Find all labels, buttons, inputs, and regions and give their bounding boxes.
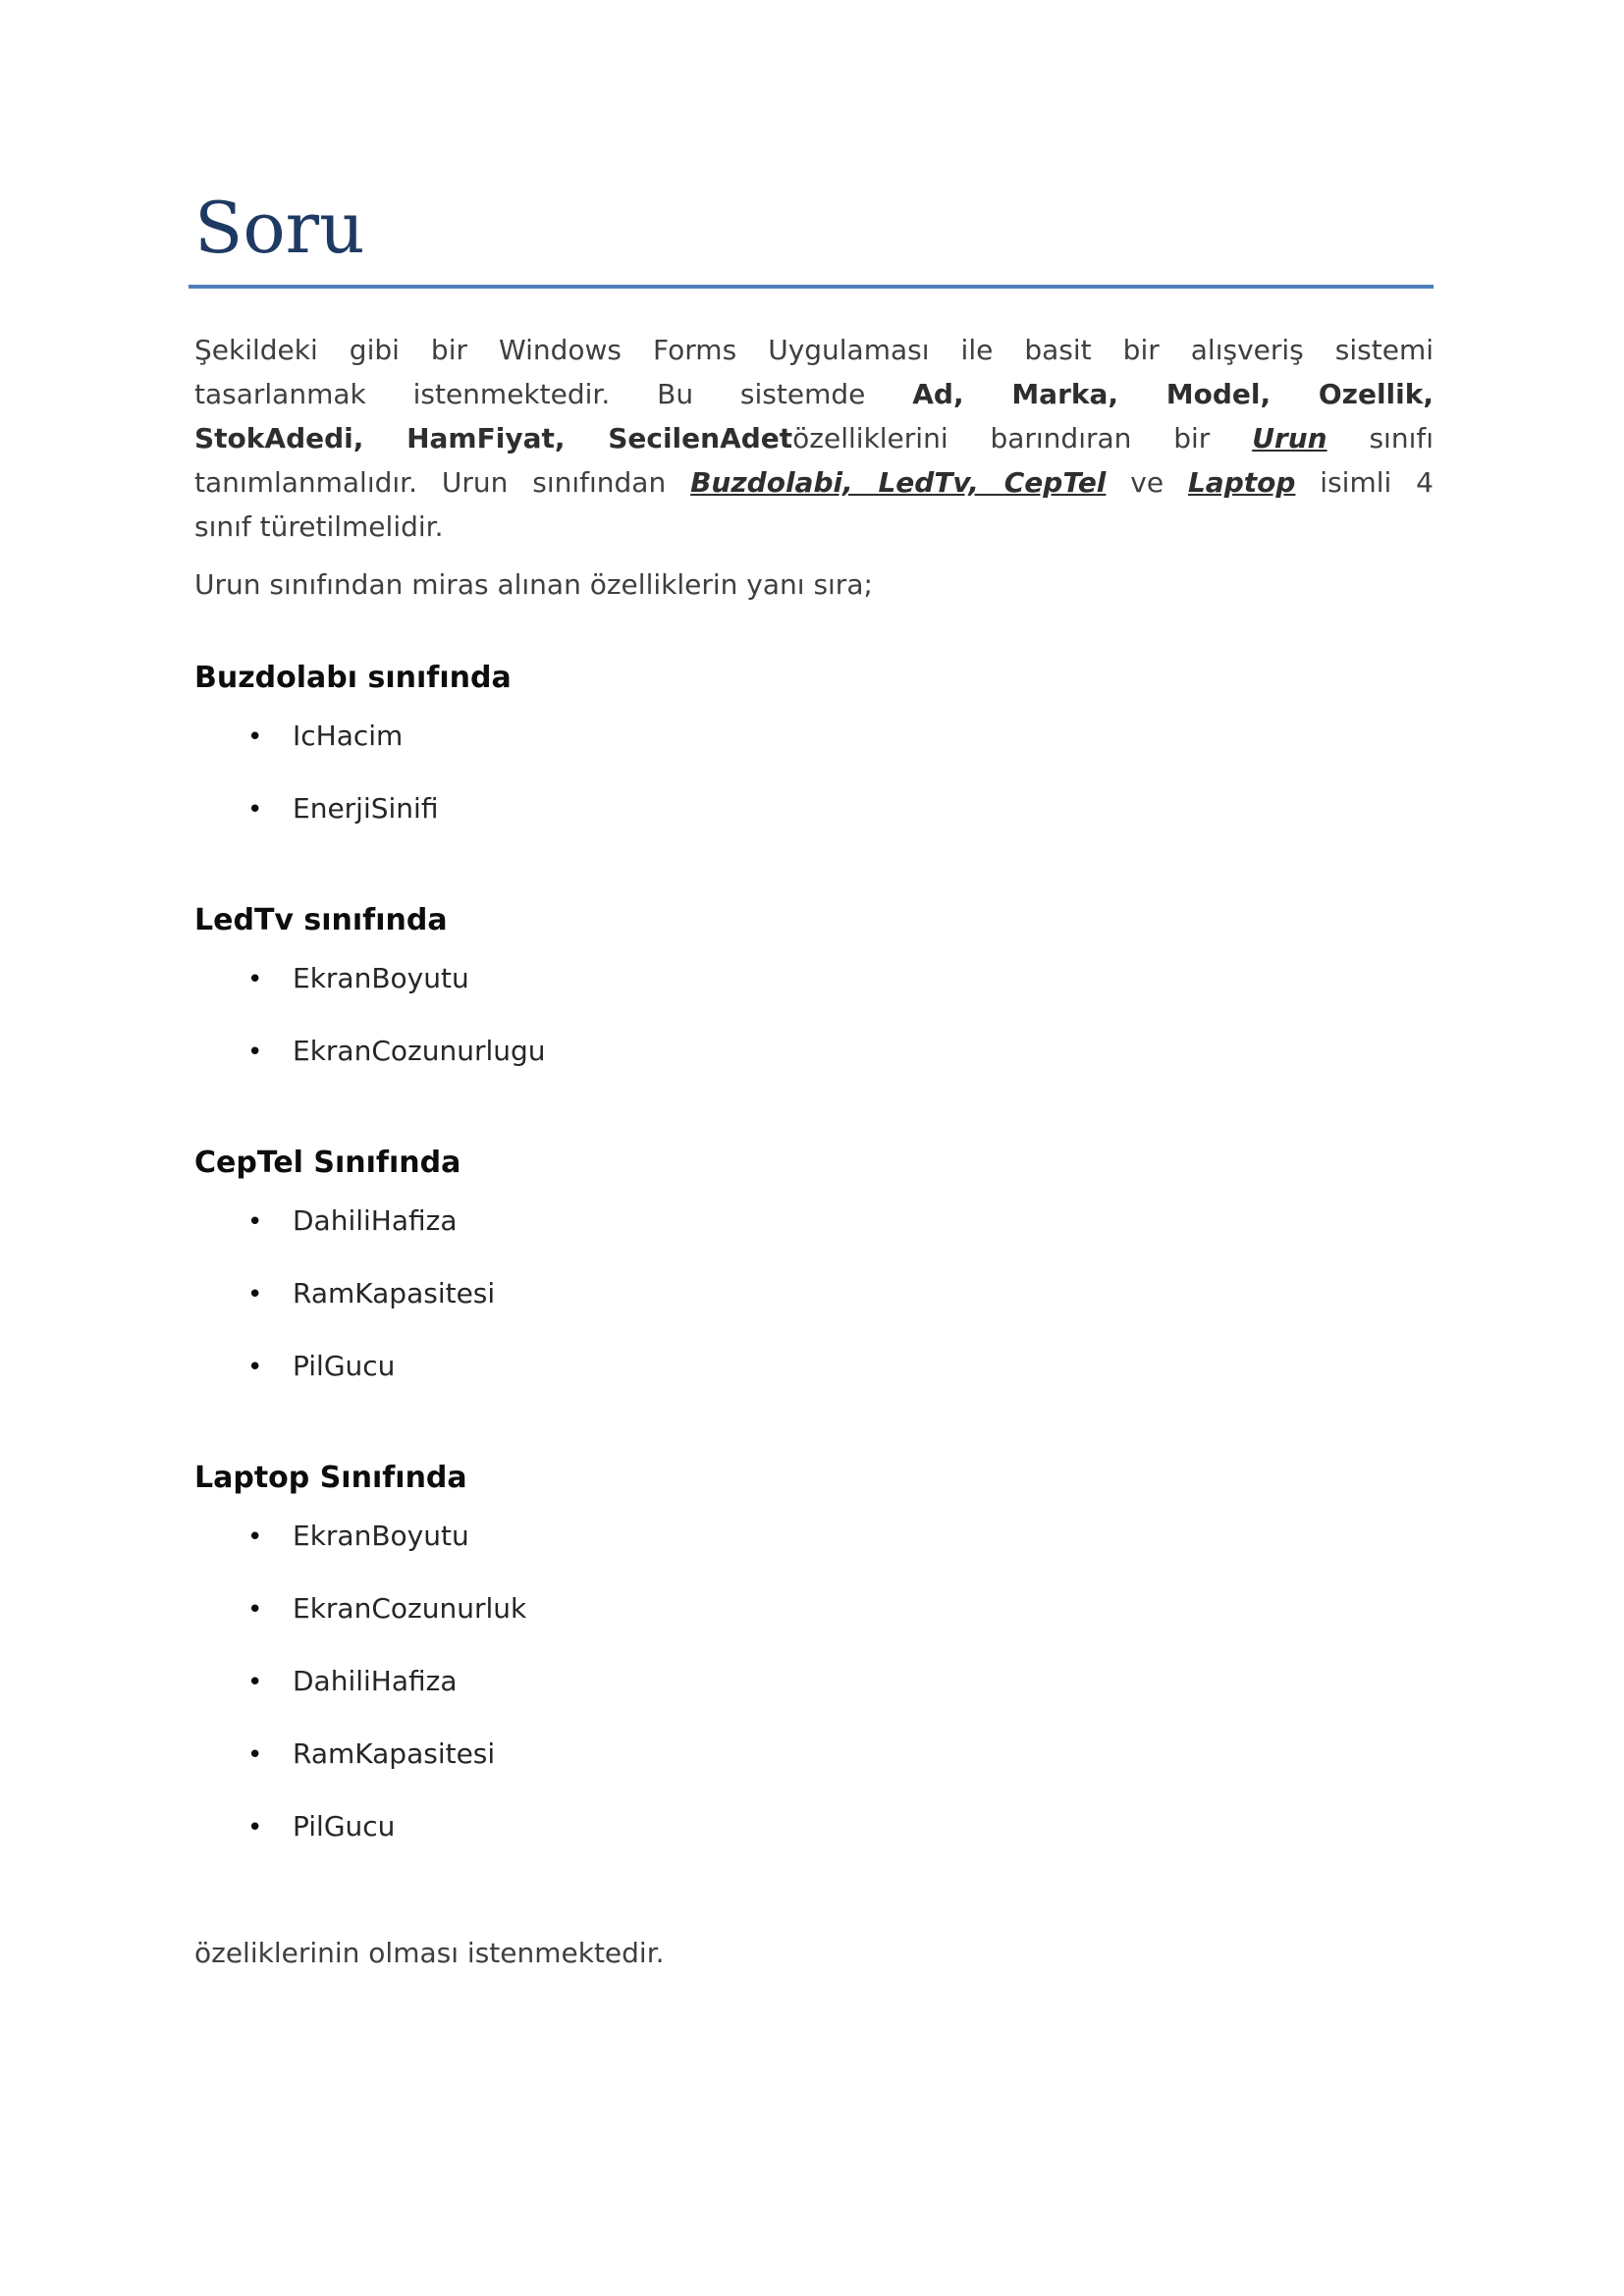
- outro-paragraph: özeliklerinin olması istenmektedir.: [194, 1937, 665, 1969]
- text-segment-emphasis: Buzdolabi, LedTv, CepTel: [690, 466, 1107, 499]
- bullet-label: DahiliHafiza: [293, 1204, 458, 1237]
- inheritance-note: Urun sınıfından miras alınan özelliklerin yanı sıra;: [194, 568, 873, 601]
- bullet-label: EkranCozunurluk: [293, 1592, 527, 1625]
- bullet-dot: •: [247, 1595, 263, 1625]
- bullet-dot: •: [247, 1353, 263, 1382]
- paragraph-line: [194, 372, 1434, 416]
- bullet-dot: •: [247, 1280, 263, 1309]
- bullet-label: EkranCozunurlugu: [293, 1035, 546, 1067]
- bullet-label: IcHacim: [293, 720, 404, 752]
- paragraph-line: [194, 328, 1434, 372]
- bullet-list-buzdolabi: [194, 714, 1434, 832]
- section-heading-ceptel: CepTel Sınıfında: [194, 1146, 461, 1180]
- bullet-item: [194, 786, 1434, 832]
- bullet-dot: •: [247, 965, 263, 994]
- bullet-item: [194, 1029, 1434, 1075]
- bullet-dot: •: [247, 1522, 263, 1552]
- text-segment-bold: Ad, Marka, Model, Ozellik,: [912, 378, 1434, 410]
- bullet-dot: •: [247, 1038, 263, 1067]
- page-title: Soru: [194, 187, 365, 269]
- bullet-dot: •: [247, 1740, 263, 1770]
- bullet-item: [194, 714, 1434, 760]
- bullet-list-laptop: [194, 1514, 1434, 1850]
- bullet-item: [194, 1732, 1434, 1778]
- bullet-item: [194, 1344, 1434, 1390]
- bullet-item: [194, 1659, 1434, 1705]
- bullet-label: EkranBoyutu: [293, 1520, 469, 1552]
- bullet-label: EkranBoyutu: [293, 962, 469, 994]
- title-rule: [189, 285, 1434, 289]
- bullet-label: PilGucu: [293, 1810, 396, 1842]
- bullet-item: [194, 1199, 1434, 1245]
- bullet-dot: •: [247, 1207, 263, 1237]
- text-segment: özelliklerini barındıran bir: [792, 422, 1253, 454]
- text-segment: tanımlanmalıdır. Urun sınıfından: [194, 466, 691, 499]
- intro-paragraph: [194, 328, 1434, 549]
- bullet-label: RamKapasitesi: [293, 1737, 496, 1770]
- bullet-list-ledtv: [194, 956, 1434, 1075]
- text-segment: sınıfı: [1326, 422, 1434, 454]
- section-heading-laptop: Laptop Sınıfında: [194, 1461, 467, 1495]
- paragraph-line: [194, 416, 1434, 460]
- paragraph-line: [194, 460, 1434, 505]
- text-segment: sınıf türetilmelidir.: [194, 510, 444, 543]
- bullet-label: DahiliHafiza: [293, 1665, 458, 1697]
- section-heading-buzdolabi: Buzdolabı sınıfında: [194, 661, 512, 695]
- section-heading-ledtv: LedTv sınıfında: [194, 903, 448, 937]
- text-segment-emphasis: Urun: [1252, 422, 1327, 454]
- bullet-item: [194, 1514, 1434, 1560]
- text-segment: Şekildeki gibi bir Windows Forms Uygulaması ile basit bir alışveriş sistemi: [194, 334, 1434, 366]
- paragraph-line: [194, 505, 1434, 549]
- bullet-list-ceptel: [194, 1199, 1434, 1390]
- text-segment-bold: StokAdedi, HamFiyat, SecilenAdet: [194, 422, 793, 454]
- bullet-dot: •: [247, 795, 263, 825]
- bullet-dot: •: [247, 1813, 263, 1842]
- bullet-label: EnerjiSinifi: [293, 792, 439, 825]
- bullet-item: [194, 1804, 1434, 1850]
- bullet-dot: •: [247, 1668, 263, 1697]
- bullet-item: [194, 956, 1434, 1002]
- text-segment: ve: [1106, 466, 1188, 499]
- bullet-item: [194, 1271, 1434, 1317]
- bullet-dot: •: [247, 722, 263, 752]
- bullet-item: [194, 1586, 1434, 1632]
- text-segment: isimli 4: [1295, 466, 1434, 499]
- text-segment: tasarlanmak istenmektedir. Bu sistemde: [194, 378, 913, 410]
- bullet-label: RamKapasitesi: [293, 1277, 496, 1309]
- bullet-label: PilGucu: [293, 1350, 396, 1382]
- text-segment-emphasis: Laptop: [1187, 466, 1296, 499]
